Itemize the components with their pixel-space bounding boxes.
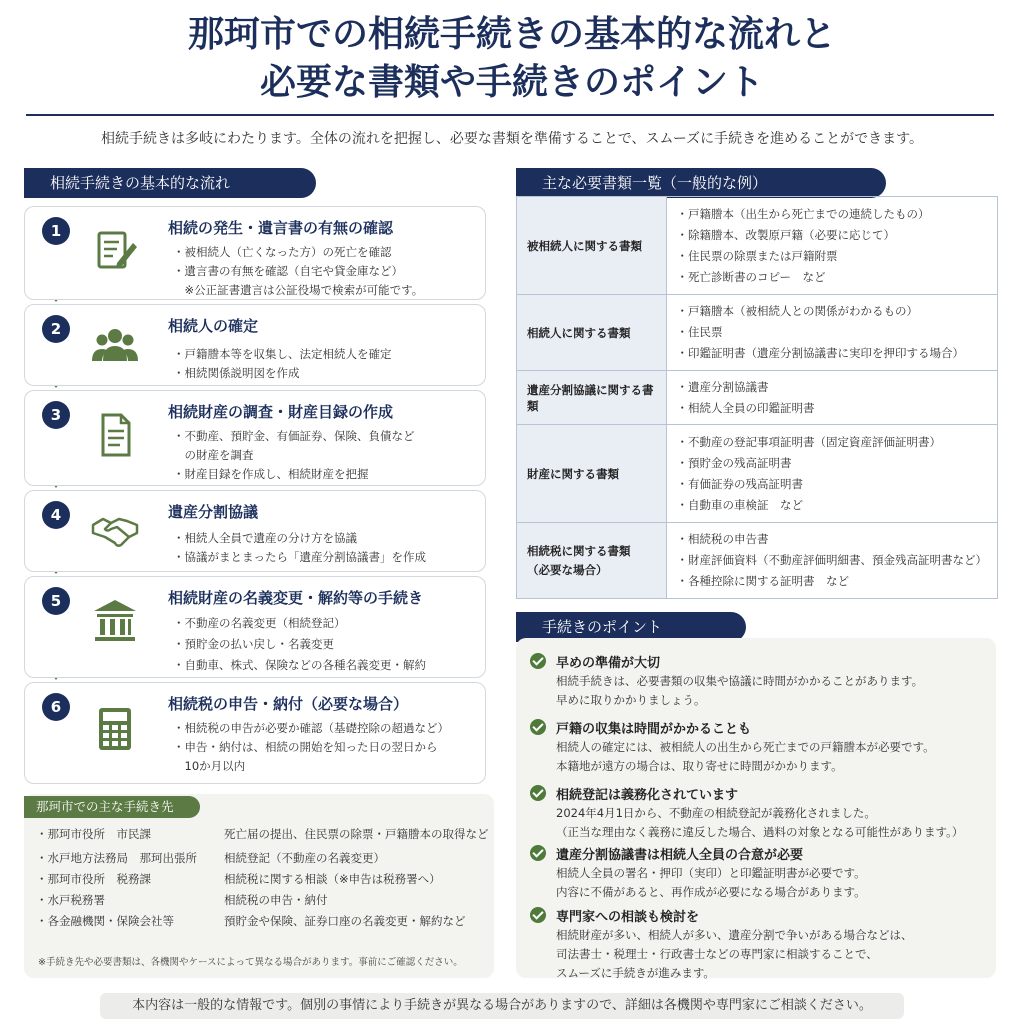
step-title: 遺産分割協議 — [168, 503, 259, 521]
table-row — [517, 371, 998, 425]
offices-note: ※手続き先や必要書類は、各機関やケースによって異なる場合があります。事前にご確認ください。 — [38, 957, 463, 968]
document-items — [666, 371, 998, 425]
office-description: 預貯金や保険、証券口座の名義変更・解約など — [224, 914, 466, 928]
document-items — [666, 425, 998, 523]
document-category: 相続人に関する書類 — [517, 295, 667, 371]
flow-heading: 相続手続きの基本的な流れ — [24, 168, 316, 198]
list-item: ・協議がまとまったら「遺産分割協議書」を作成 — [173, 550, 426, 564]
list-item: ・相続関係説明図を作成 — [173, 366, 300, 380]
document-items — [666, 295, 998, 371]
office-description: 相続登記（不動産の名義変更） — [224, 851, 385, 865]
documents-table — [516, 196, 998, 599]
point-title: 専門家への相談も検討を — [556, 910, 700, 925]
document-pen-icon — [91, 227, 139, 275]
list-item: ・相続人全員で遺産の分け方を協議 — [173, 531, 357, 545]
document-category: 遺産分割協議に関する書類 — [517, 371, 667, 425]
title-divider — [26, 114, 994, 116]
document-category: 被相続人に関する書類 — [517, 197, 667, 295]
step-items — [173, 613, 426, 676]
flow-step-6 — [24, 682, 486, 784]
flow-step-1 — [24, 206, 486, 300]
list-item: ※公正証書遺言は公証役場で検索が可能です。 — [173, 283, 424, 297]
list-item: ・相続人全員の印鑑証明書 — [676, 400, 815, 415]
office-description: 相続税に関する相談（※申告は税務署へ） — [224, 872, 441, 886]
step-title: 相続税の申告・納付（必要な場合） — [168, 695, 409, 713]
list-item: ・有価証券の残高証明書 — [676, 476, 803, 491]
footer-disclaimer: 本内容は一般的な情報です。個別の事情により手続きが異なる場合がありますので、詳細は各機関や専門家にご相談ください。 — [100, 993, 904, 1019]
step-items — [173, 719, 449, 776]
document-items — [666, 523, 998, 599]
office-description: 相続税の申告・納付 — [224, 893, 328, 907]
list-item: ・預貯金の払い戻し・名義変更 — [173, 637, 334, 651]
office-name: ・那珂市役所 市民課 — [36, 827, 151, 841]
point-body: 2024年4月1日から、不動産の相続登記が義務化されました。 （正当な理由なく義務に違反した場合、過料の対象となる可能性があります。） — [556, 806, 964, 839]
step-title: 相続人の確定 — [168, 317, 259, 335]
handshake-icon — [91, 507, 139, 555]
step-items — [173, 243, 423, 300]
calculator-icon — [91, 705, 139, 753]
people-icon — [91, 321, 139, 369]
document-category: 財産に関する書類 — [517, 425, 667, 523]
table-row — [517, 425, 998, 523]
step-number: 4 — [42, 501, 70, 529]
list-item: ・死亡診断書のコピー など — [676, 269, 826, 284]
list-item: ・財産目録を作成し、相続財産を把握 — [173, 467, 369, 481]
step-number: 3 — [42, 401, 70, 429]
check-icon — [530, 845, 546, 861]
list-item: 10か月以内 — [173, 759, 246, 773]
check-icon — [530, 653, 546, 669]
points-heading: 手続きのポイント — [516, 612, 746, 642]
list-item: ・戸籍謄本（出生から死亡までの連続したもの） — [676, 206, 930, 221]
list-item: ・除籍謄本、改製原戸籍（必要に応じて） — [676, 227, 895, 242]
list-item: ・印鑑証明書（遺産分割協議書に実印を押印する場合） — [676, 346, 964, 360]
check-icon — [530, 785, 546, 801]
list-item: ・相続税の申告書 — [676, 532, 769, 546]
step-title: 相続の発生・遺言書の有無の確認 — [168, 219, 394, 237]
point-title: 相続登記は義務化されています — [556, 788, 739, 803]
list-item: ・不動産の名義変更（相続登記） — [173, 616, 346, 630]
point-body: 相続財産が多い、相続人が多い、遺産分割で争いがある場合などは、 司法書士・税理士・行政書士などの専門家に相談することで、 スムーズに手続きが進みます。 — [556, 928, 913, 980]
point-title: 戸籍の収集は時間がかかることも — [556, 722, 752, 737]
document-icon — [91, 411, 139, 459]
list-item: ・遺産分割協議書 — [676, 379, 769, 394]
page-title-line2: 必要な書類や手続きのポイント — [259, 61, 764, 103]
list-item: ・財産評価資料（不動産評価明細書、預金残高証明書など） — [676, 553, 987, 567]
check-icon — [530, 719, 546, 735]
table-row — [517, 523, 998, 599]
flow-step-3 — [24, 390, 486, 486]
office-name: ・那珂市役所 税務課 — [36, 872, 151, 886]
point-body: 相続人の確定には、被相続人の出生から死亡までの戸籍謄本が必要です。 本籍地が遠方の場合は、取り寄せに時間がかかります。 — [556, 740, 935, 773]
list-item: ・自動車、株式、保険などの各種名義変更・解約 — [173, 658, 426, 672]
check-icon — [530, 907, 546, 923]
list-item: ・戸籍謄本（被相続人との関係がわかるもの） — [676, 304, 918, 318]
list-item: ・預貯金の残高証明書 — [676, 455, 792, 470]
list-item: ・各種控除に関する証明書 など — [676, 574, 849, 588]
office-name: ・水戸税務署 — [36, 893, 105, 907]
step-number: 1 — [42, 217, 70, 245]
page-title — [0, 10, 1024, 106]
points-panel — [516, 638, 996, 978]
step-title: 相続財産の調査・財産目録の作成 — [168, 403, 394, 421]
step-items — [173, 427, 415, 484]
list-item: ・住民票の除票または戸籍附票 — [676, 248, 838, 263]
table-row — [517, 197, 998, 295]
document-category: 相続税に関する書類 （必要な場合） — [517, 523, 667, 599]
list-item: ・不動産、預貯金、有価証券、保険、負債など — [173, 429, 415, 443]
documents-heading: 主な必要書類一覧（一般的な例） — [516, 168, 886, 198]
step-number: 5 — [42, 587, 70, 615]
list-item: ・相続税の申告が必要か確認（基礎控除の超過など） — [173, 721, 449, 735]
step-number: 2 — [42, 315, 70, 343]
point-body: 相続手続きは、必要書類の収集や協議に時間がかかることがあります。 早めに取りかかりましょう。 — [556, 674, 924, 707]
list-item: ・被相続人（亡くなった方）の死亡を確認 — [173, 245, 392, 259]
list-item: ・申告・納付は、相続の開始を知った日の翌日から — [173, 740, 438, 754]
intro-text: 相続手続きは多岐にわたります。全体の流れを把握し、必要な書類を準備することで、スムーズに手続きを進めることができます。 — [100, 131, 924, 147]
flow-step-2 — [24, 304, 486, 386]
office-name: ・水戸地方法務局 那珂出張所 — [36, 851, 197, 865]
offices-heading: 那珂市での主な手続き先 — [24, 796, 200, 818]
table-row — [517, 295, 998, 371]
bank-icon — [91, 597, 139, 645]
list-item: の財産を調査 — [173, 448, 254, 462]
point-body: 相続人全員の署名・押印（実印）と印鑑証明書が必要です。 内容に不備があると、再作成が必要になる場合があります。 — [556, 866, 866, 899]
flow-step-5 — [24, 576, 486, 678]
list-item: ・住民票 — [676, 325, 723, 339]
point-title: 早めの準備が大切 — [556, 656, 661, 671]
step-items — [173, 529, 426, 567]
office-description: 死亡届の提出、住民票の除票・戸籍謄本の取得など — [224, 827, 489, 841]
step-title: 相続財産の名義変更・解約等の手続き — [168, 589, 424, 607]
list-item: ・自動車の車検証 など — [676, 497, 803, 512]
list-item: ・戸籍謄本等を収集し、法定相続人を確定 — [173, 347, 392, 361]
document-items — [666, 197, 998, 295]
list-item: ・遺言書の有無を確認（自宅や貸金庫など） — [173, 264, 403, 278]
flow-step-4 — [24, 490, 486, 572]
point-title: 遺産分割協議書は相続人全員の合意が必要 — [556, 848, 804, 863]
step-items — [173, 345, 392, 383]
list-item: ・不動産の登記事項証明書（固定資産評価証明書） — [676, 434, 941, 449]
page-title-line1: 那珂市での相続手続きの基本的な流れと — [187, 13, 836, 55]
step-number: 6 — [42, 693, 70, 721]
office-name: ・各金融機関・保険会社等 — [36, 914, 174, 928]
